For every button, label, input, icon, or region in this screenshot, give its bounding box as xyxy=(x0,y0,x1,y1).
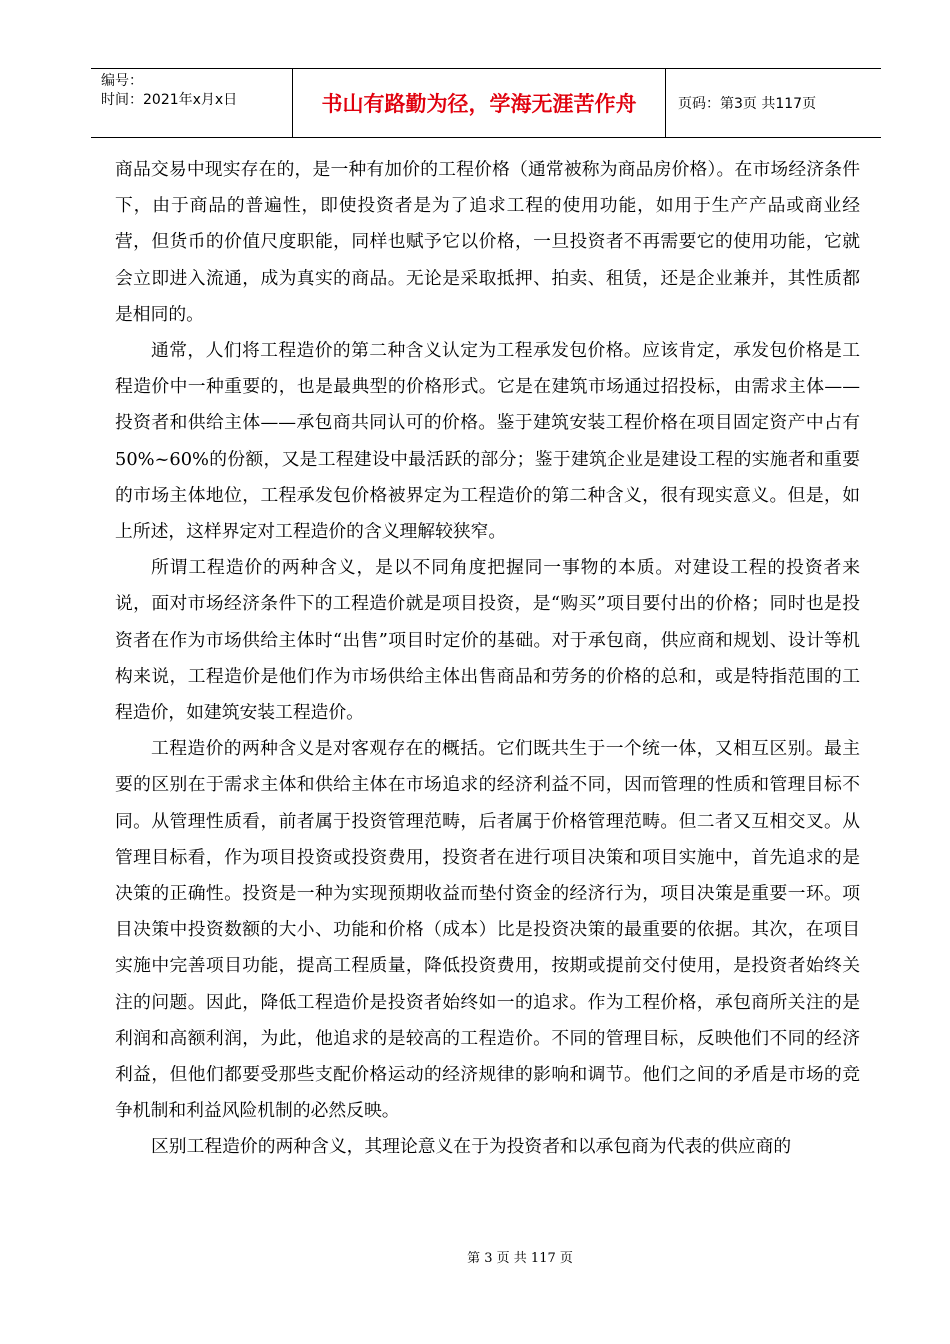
paragraph: 工程造价的两种含义是对客观存在的概括。它们既共生于一个统一体，又相互区别。最主要的区别在于需求主体和供给主体在市场追求的经济利益不同，因而管理的性质和管理目标不同。从管理性质看，前者属于投资管理范畴，后者属于价格管理范畴。但二者又互相交叉。从管理目标看，作为项目投资或投资费用，投资者在进行项目决策和项目实施中，首先追求的是决策的正确性。投资是一种为实现预期收益而垫付资金的经济行为，项目决策是重要一环。项目决策中投资数额的大小、功能和价格（成本）比是投资决策的最重要的依据。其次，在项目实施中完善项目功能，提高工程质量，降低投资费用，按期或提前交付使用，是投资者始终关注的问题。因此，降低工程造价是投资者始终如一的追求。作为工程价格，承包商所关注的是利润和高额利润，为此，他追求的是较高的工程造价。不同的管理目标，反映他们不同的经济利益，但他们都要受那些支配价格运动的经济规律的影响和调节。他们之间的矛盾是市场的竞争机制和利益风险机制的必然反映。 xyxy=(115,738,860,1122)
paragraph-continued: 商品交易中现实存在的，是一种有加价的工程价格（通常被称为商品房价格）。在市场经济条件下，由于商品的普遍性，即使投资者是为了追求工程的使用功能，如用于生产产品或商业经营，但货币的价值尺度职能，同样也赋予它以价格，一旦投资者不再需要它的使用功能，它就会立即进入流通，成为真实的商品。无论是采取抵押、拍卖、租赁，还是企业兼并，其性质都是相同的。 xyxy=(115,159,860,325)
header-motto: 书山有路勤为径，学海无涯苦作舟 xyxy=(293,69,666,137)
document-body xyxy=(115,152,860,1166)
page-footer: 第 3 页 共 117 页 xyxy=(467,1251,573,1266)
header-meta xyxy=(91,69,293,137)
document-number-label: 编号： xyxy=(101,73,143,89)
paragraph: 区别工程造价的两种含义，其理论意义在于为投资者和以承包商为代表的供应商的 xyxy=(151,1136,792,1158)
paragraph: 所谓工程造价的两种含义，是以不同角度把握同一事物的本质。对建设工程的投资者来说，面对市场经济条件下的工程造价就是项目投资，是“购买”项目要付出的价格；同时也是投资者在作为市场供给主体时“出售”项目时定价的基础。对于承包商，供应商和规划、设计等机构来说，工程造价是他们作为市场供给主体出售商品和劳务的价格的总和，或是特指范围的工程造价，如建筑安装工程造价。 xyxy=(115,557,860,724)
document-time-label: 时间：2021年x月x日 xyxy=(101,92,238,108)
paragraph: 通常，人们将工程造价的第二种含义认定为工程承发包价格。应该肯定，承发包价格是工程造价中一种重要的，也是最典型的价格形式。它是在建筑市场通过招投标，由需求主体——投资者和供给主体——承包商共同认可的价格。鉴于建筑安装工程价格在项目固定资产中占有50%~60%的份额，又是工程建设中最活跃的部分；鉴于建筑企业是建设工程的实施者和重要的市场主体地位，工程承发包价格被界定为工程造价的第二种含义，很有现实意义。但是，如上所述，这样界定对工程造价的含义理解较狭窄。 xyxy=(115,340,860,543)
header-page-number: 页码：第3页 共117页 xyxy=(678,96,817,112)
page-header xyxy=(91,68,881,138)
